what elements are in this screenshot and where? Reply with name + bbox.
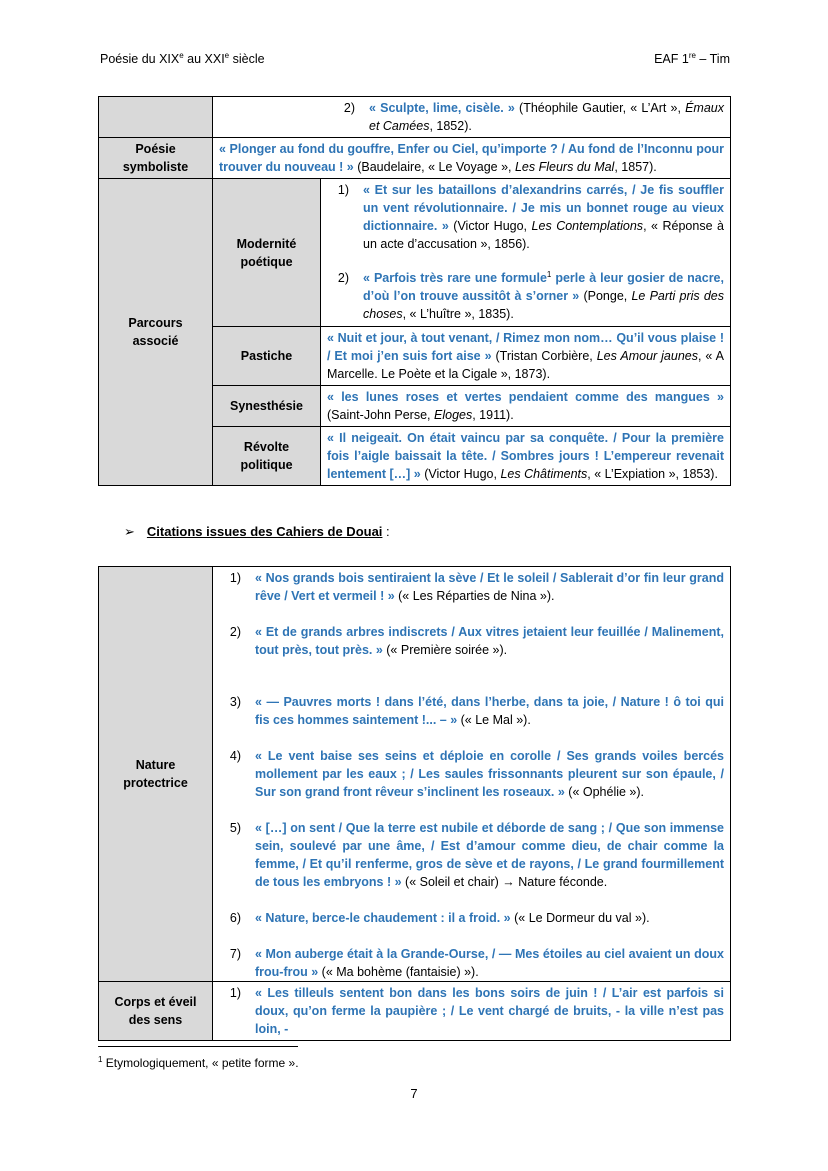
list-item: 4) « Le vent baise ses seins et déploie en corolle / Ses grands voiles bercés mollement par les eaux ; / Les saules frissonnants pleurent sur son épaule, / Sur son grand front rêveur s’inclinent les roseaux. » (« Ophélie »).: [229, 749, 724, 799]
quotes-table-parcours: [98, 96, 731, 486]
footnote-separator: [98, 1046, 298, 1047]
list-item: 2) « Et de grands arbres indiscrets / Aux vitres jetaient leur feuillée / Malinement, tout près, tout près. » (« Première soirée »).: [229, 625, 724, 657]
page-header-title: Poésie du XIXe au XXIe siècle: [100, 50, 265, 66]
quote-cell: « les lunes roses et vertes pendaient comme des mangues » (Saint-John Perse, Eloges, 1911).: [321, 386, 731, 427]
section-heading: ➢ Citations issues des Cahiers de Douai :: [124, 524, 390, 539]
sub-label-synesthesie: Synesthésie: [213, 386, 321, 427]
quotes-table-douai: [98, 566, 731, 1041]
empty-label-cell: [99, 97, 213, 138]
list-item: 7) « Mon auberge était à la Grande-Ourse, / — Mes étoiles au ciel avaient un doux frou-frou » (« Ma bohème (fantaisie) »).: [229, 947, 724, 979]
row-label-nature: Nature protectrice: [99, 567, 213, 982]
table-row: [99, 982, 731, 1041]
footnote: $^1$ Etymologiquement, « petite forme ».: [98, 1055, 299, 1070]
list-item: 1) « Les tilleuls sentent bon dans les bons soirs de juin ! / L’air est parfois si doux, qu’on ferme la paupière ; / Le vent chargé de bruits, - la ville n’est pas loin, -: [229, 986, 724, 1036]
quote-cell: « Il neigeait. On était vaincu par sa conquête. / Pour la première fois l’aigle baissait la tête. / Sombres jours ! L’empereur revenait lentement […] » (Victor Hugo, Les Châtiments, « L’Expiation », 1853).: [321, 427, 731, 486]
row-label-symbolist: Poésie symboliste: [99, 138, 213, 179]
quote-cell: [321, 179, 731, 327]
row-label-corps: Corps et éveil des sens: [99, 982, 213, 1041]
quote-text: « Sculpte, lime, cisèle. »: [369, 101, 515, 115]
table-row: [99, 179, 731, 327]
list-item: 3) « — Pauvres morts ! dans l’été, dans l’herbe, dans ta joie, / Nature ! ô toi qui fis ces hommes saintement !... – » (« Le Mal »).: [229, 695, 724, 727]
quote-cell: « Nuit et jour, à tout venant, / Rimez mon nom… Qu’il vous plaise ! / Et moi j’en suis fort aise » (Tristan Corbière, Les Amour jaunes, « A Marcelle. Le Poète et la Cigale », 1873).: [321, 327, 731, 386]
list-item: 5) « […] on sent / Que la terre est nubile et déborde de sang ; / Que son immense sein, soulevé par une âme, / Est d’amour comme dieu, de chair comme la femme, / Et qu’il renferme, gros de sève et de rayons, / Le grand fourmillement de tous les embryons ! » (« Soleil et chair) → Nature féconde.: [229, 821, 724, 889]
table-row: [99, 138, 731, 179]
section-title: Citations issues des Cahiers de Douai: [146, 524, 383, 539]
list-item: 2) « Parfois très rare une formule$^1$ perle à leur gosier de nacre, d’où l’on trouve aussitôt à s’orner » (Ponge, Le Parti pris des choses, « L’huître », 1835).: [337, 269, 724, 321]
list-item: 1) « Et sur les bataillons d’alexandrins carrés, / Je fis souffler un vent révolutionnaire. / Je mis un bonnet rouge au vieux dictionnaire. » (Victor Hugo, Les Contemplations, « Réponse à un acte d’accusation », 1856).: [337, 183, 724, 251]
sub-label-modernite: Modernité poétique: [213, 179, 321, 327]
quote-cell: [213, 567, 731, 982]
list-item: 6) « Nature, berce-le chaudement : il a froid. » (« Le Dormeur du val »).: [229, 911, 650, 925]
row-label-parcours: Parcours associé: [99, 179, 213, 486]
list-item: 1) « Nos grands bois sentiraient la sève / Et le soleil / Sablerait d’or fin leur grand rêve / Vert et vermeil ! » (« Les Réparties de Nina »).: [229, 571, 724, 603]
page-number: 7: [410, 1086, 418, 1101]
item-number: 2): [343, 101, 355, 115]
quote-cell: [213, 982, 731, 1041]
quote-cell: 2) « Sculpte, lime, cisèle. » (Théophile Gautier, « L’Art », Émaux et Camées, 1852).: [213, 97, 731, 138]
table-row: [99, 97, 731, 138]
page-header-author: EAF 1re – Tim: [654, 50, 730, 66]
quote-text: « Plonger au fond du gouffre, Enfer ou Ciel, qu’importe ? / Au fond de l’Inconnu pour trouver du nouveau ! »: [219, 142, 724, 174]
quote-cell: « Plonger au fond du gouffre, Enfer ou Ciel, qu’importe ? / Au fond de l’Inconnu pour trouver du nouveau ! » (Baudelaire, « Le Voyage », Les Fleurs du Mal, 1857).: [213, 138, 731, 179]
footnote-ref: 1: [546, 269, 552, 279]
arrow-bullet-icon: ➢: [124, 524, 135, 539]
table-row: [99, 567, 731, 982]
sub-label-pastiche: Pastiche: [213, 327, 321, 386]
sub-label-revolte: Révolte politique: [213, 427, 321, 486]
